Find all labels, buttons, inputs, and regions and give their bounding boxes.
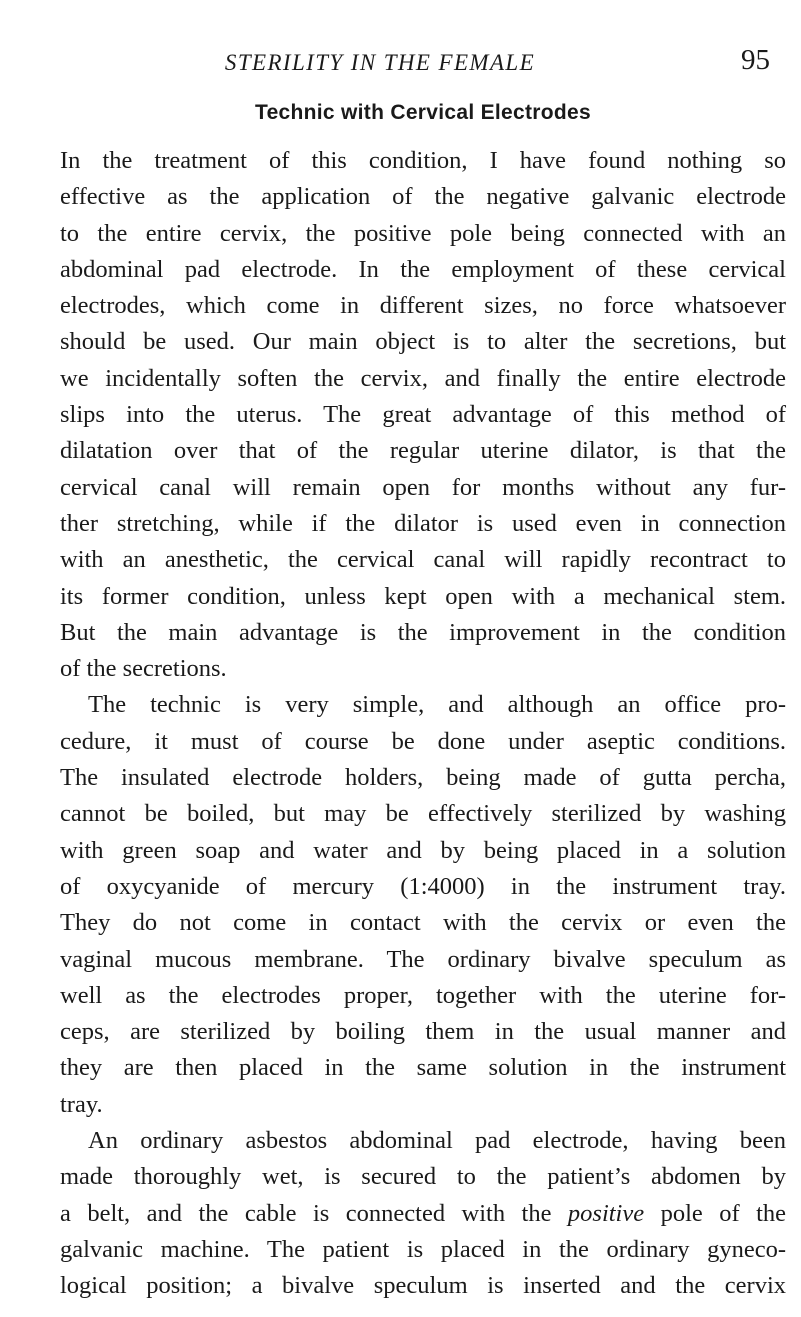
paragraph-3 — [60, 1123, 786, 1304]
text-line: galvanic machine. The patient is placed in the ordinary gyneco- — [60, 1235, 786, 1263]
text-line: made thoroughly wet, is secured to the patient’s abdomen by — [60, 1163, 786, 1191]
text-fragment: pole of the — [660, 1199, 786, 1227]
running-head — [60, 44, 786, 84]
text-line: of the secretions. — [60, 655, 227, 683]
text-line: ther stretching, while if the dilator is used even in connection — [60, 509, 786, 537]
text-line: should be used. Our main object is to alter the secretions, but — [60, 328, 786, 356]
paragraph-1 — [60, 143, 786, 687]
text-line: cervical canal will remain open for months without any fur- — [60, 473, 786, 501]
text-line: well as the electrodes proper, together with the uterine for- — [60, 981, 786, 1009]
text-line: cannot be boiled, but may be effectively sterilized by washing — [60, 800, 786, 828]
text-line: But the main advantage is the improvement in the condition — [60, 618, 786, 646]
text-line: we incidentally soften the cervix, and finally the entire electrode — [60, 364, 786, 392]
text-fragment: a belt, and the cable is connected with the — [60, 1199, 552, 1227]
text-line: slips into the uterus. The great advantage of this method of — [60, 401, 786, 429]
text-line: effective as the application of the negative galvanic electrode — [60, 183, 786, 211]
running-title: STERILITY IN THE FEMALE — [224, 50, 536, 75]
text-line: The technic is very simple, and although an office pro- — [88, 691, 786, 719]
text-line-with-emphasis — [60, 1196, 786, 1232]
text-line: to the entire cervix, the positive pole being connected with an — [60, 219, 786, 247]
body-text — [60, 143, 786, 1305]
text-line: dilatation over that of the regular uterine dilator, is that the — [60, 437, 786, 465]
page-number: 95 — [741, 44, 770, 76]
text-line: They do not come in contact with the cervix or even the — [60, 909, 786, 937]
text-line: logical position; a bivalve speculum is inserted and the cervix — [60, 1272, 786, 1300]
text-line: electrodes, which come in different sizes, no force whatsoever — [60, 292, 786, 320]
text-line: vaginal mucous membrane. The ordinary bivalve speculum as — [60, 945, 786, 973]
paragraph-2 — [60, 687, 786, 1123]
text-line: cedure, it must of course be done under aseptic conditions. — [60, 727, 786, 755]
text-line: In the treatment of this condition, I have found nothing so — [60, 147, 786, 174]
text-line: abdominal pad electrode. In the employment of these cervical — [60, 255, 786, 283]
text-line: An ordinary asbestos abdominal pad electrode, having been — [88, 1127, 786, 1155]
text-line: with an anesthetic, the cervical canal will rapidly recontract to — [60, 546, 786, 574]
emphasized-word: positive — [567, 1199, 645, 1227]
text-line: tray. — [60, 1090, 103, 1118]
text-line: with green soap and water and by being placed in a solution — [60, 836, 786, 864]
text-line: The insulated electrode holders, being made of gutta percha, — [60, 764, 786, 792]
section-heading: Technic with Cervical Electrodes — [255, 101, 591, 124]
text-line: its former condition, unless kept open with a mechanical stem. — [60, 582, 786, 610]
text-line: of oxycyanide of mercury (1:4000) in the instrument tray. — [60, 872, 786, 900]
text-line: ceps, are sterilized by boiling them in the usual manner and — [60, 1018, 786, 1046]
text-line: they are then placed in the same solution in the instrument — [60, 1054, 786, 1082]
